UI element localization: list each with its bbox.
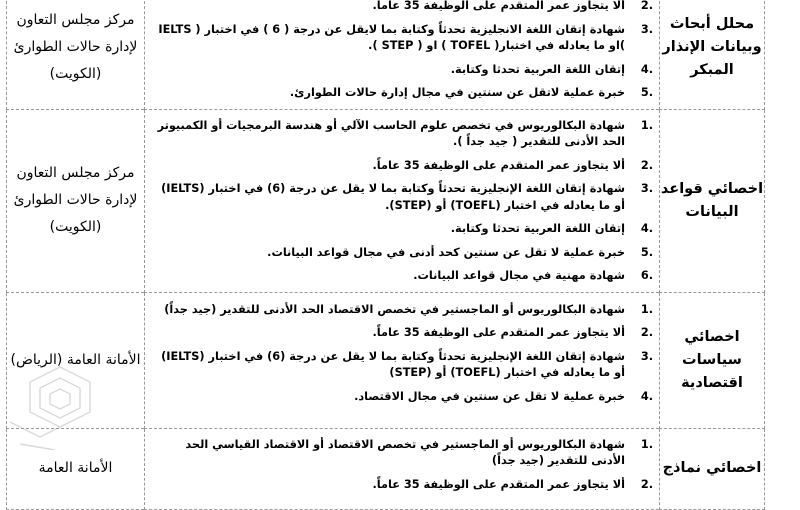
requirement-text: شهادة مهنية في مجال قواعد البيانات. xyxy=(413,269,625,282)
requirements-list xyxy=(145,110,659,285)
requirement-number: 1. xyxy=(640,118,653,132)
requirements-list xyxy=(145,0,659,102)
job-title: محلل أبحاث وبيانات الإنذار المبكر xyxy=(660,0,765,109)
requirement-text: شهادة إتقان اللغة الانجليزية تحدثاً وكتابة بما لايقل عن درجة ( 6 ) في اختبار ( IELTS )او ما يعادله في اختبار( TOFEL ) او ( STEP ). xyxy=(158,22,625,52)
requirements-cell xyxy=(145,0,660,109)
job-title: اخصائي نماذج xyxy=(660,428,765,509)
job-location: مركز مجلس التعاون لإدارة حالات الطوارئ (الكويت) xyxy=(7,0,145,109)
requirement-text: شهادة إتقان اللغة الإنجليزية تحدثاً وكتابة بما لا يقل عن درجة (6) في اختبار (IELTS) أو ما يعادله في اختبار (TOEFL) أو (STEP). xyxy=(161,182,625,212)
requirement-item xyxy=(149,349,659,382)
requirement-number: 1. xyxy=(640,302,653,316)
requirement-text: شهادة البكالوريوس أو الماجستير في تخصص الاقتصاد الحد الأدنى للتقدير (جيد جداً) xyxy=(164,302,625,316)
requirement-number: 2. xyxy=(640,477,653,491)
requirement-item xyxy=(149,85,659,102)
requirement-text: ألا يتجاوز عمر المتقدم على الوظيفة 35 عاماً. xyxy=(372,326,625,339)
requirements-cell xyxy=(145,109,660,292)
requirement-number: 3. xyxy=(640,182,653,195)
requirement-item xyxy=(149,325,659,342)
requirement-item xyxy=(149,118,659,151)
requirement-text: شهادة إتقان اللغة الإنجليزية تحدثاً وكتابة بما لا يقل عن درجة (6) في اختبار (IELTS) أو ما يعادله في اختبار (TOEFL) أو (STEP) xyxy=(161,349,625,379)
job-row xyxy=(7,428,765,509)
requirement-item xyxy=(149,302,659,319)
requirement-item xyxy=(149,0,659,15)
requirement-number: 4. xyxy=(640,389,653,403)
requirement-item xyxy=(149,22,659,55)
requirement-number: 5. xyxy=(640,86,653,99)
requirements-cell xyxy=(145,428,660,509)
requirement-text: ألا يتجاوز عمر المتقدم على الوظيفة 35 عاماً. xyxy=(372,0,625,12)
requirement-text: ألا يتجاوز عمر المتقدم على الوظيفة 35 عاماً. xyxy=(372,158,625,172)
requirement-text: شهادة البكالوريوس أو الماجستير في تخصص الاقتصاد أو الاقتصاد القياسي الحد الأدنى للتقدير (جيد جداً) xyxy=(185,437,625,467)
requirements-list xyxy=(145,293,659,406)
job-location: الأمانة العامة xyxy=(7,428,145,509)
job-row xyxy=(7,292,765,428)
requirement-item xyxy=(149,437,659,470)
requirement-item xyxy=(149,181,659,214)
job-row xyxy=(7,0,765,109)
requirements-list xyxy=(145,429,659,494)
requirement-text: ألا يتجاوز عمر المتقدم على الوظيفة 35 عاماً. xyxy=(372,477,625,491)
job-location: مركز مجلس التعاون لإدارة حالات الطوارئ (الكويت) xyxy=(7,109,145,292)
requirement-text: إتقان اللغة العربية تحدثا وكتابة. xyxy=(450,222,625,235)
requirement-number: 1. xyxy=(640,437,653,451)
requirement-number: 2. xyxy=(640,326,653,339)
requirement-number: 2. xyxy=(640,158,653,172)
requirement-number: 3. xyxy=(640,22,653,36)
requirement-text: خبرة عملية لا تقل عن سنتين في مجال الاقتصاد. xyxy=(354,389,625,403)
requirement-item xyxy=(149,268,659,285)
jobs-table xyxy=(6,0,765,510)
job-title: اخصائي سياسات اقتصادية xyxy=(660,292,765,428)
requirement-number: 5. xyxy=(640,245,653,259)
requirement-text: خبرة عملية لا تقل عن سنتين كحد أدنى في مجال قواعد البيانات. xyxy=(267,245,625,259)
requirement-number: 6. xyxy=(640,269,653,282)
requirement-number: 4. xyxy=(640,222,653,235)
requirement-number: 4. xyxy=(640,62,653,76)
job-location: الأمانة العامة (الرياض) xyxy=(7,292,145,428)
requirement-item xyxy=(149,62,659,79)
requirement-text: شهادة البكالوريوس في تخصص علوم الحاسب الآلي أو هندسة البرمجيات أو الكمبيوتر الحد الأدنى للتقدير ( جيد جداً ). xyxy=(157,118,625,148)
requirement-number: 3. xyxy=(640,349,653,363)
requirement-item xyxy=(149,389,659,406)
requirement-number: 2. xyxy=(640,0,653,12)
requirement-item xyxy=(149,477,659,494)
job-title: اخصائي قواعد البيانات xyxy=(660,109,765,292)
requirement-text: إتقان اللغة العربية تحدثا وكتابة. xyxy=(450,62,625,76)
requirement-item xyxy=(149,221,659,238)
requirement-item xyxy=(149,245,659,262)
requirements-cell xyxy=(145,292,660,428)
job-row xyxy=(7,109,765,292)
requirement-item xyxy=(149,158,659,175)
requirement-text: خبرة عملية لاتقل عن سنتين في مجال إدارة حالات الطوارئ. xyxy=(289,86,625,99)
